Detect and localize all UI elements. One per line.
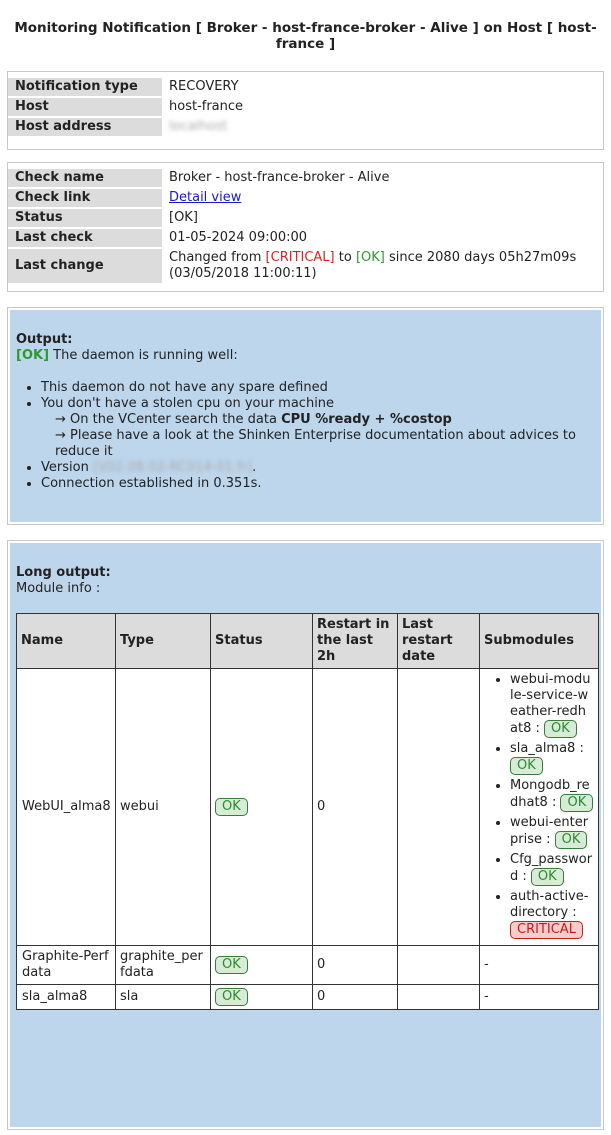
output-item-spare: • This daemon do not have any spare defined — [41, 380, 595, 396]
module-table — [16, 613, 599, 1010]
status-badge: CRITICAL — [510, 921, 583, 939]
host-address-label: Host address — [8, 118, 162, 136]
module-name: Graphite-Perfdata — [17, 946, 116, 985]
status-value: [OK] — [169, 210, 198, 225]
module-type: webui — [116, 669, 211, 946]
col-type-header: Type — [116, 614, 211, 669]
last-change-suffix: since 2080 days 05h27m09s (03/05/2018 11:00:11) — [169, 250, 577, 281]
status-badge: OK — [560, 794, 593, 812]
module-submodules-cell — [480, 669, 599, 946]
detail-view-link[interactable]: Detail view — [169, 190, 242, 205]
submodule-name: Cfg_password — [510, 852, 593, 884]
check-link-row — [8, 189, 603, 207]
submodule-separator: : — [518, 869, 531, 884]
output-version-prefix: Version — [41, 460, 93, 475]
submodule-list — [484, 672, 594, 939]
notification-type-row — [8, 78, 603, 96]
long-output-subheading: Module info : — [16, 581, 101, 596]
check-table — [8, 167, 603, 285]
check-name-label: Check name — [8, 169, 162, 187]
host-address-value — [162, 118, 603, 136]
last-change-row — [8, 249, 603, 283]
submodule-separator: : — [575, 741, 584, 756]
module-type: sla — [116, 985, 211, 1010]
module-submodules: - — [480, 946, 599, 985]
table-row — [17, 985, 599, 1010]
last-change-to-status: [OK] — [355, 250, 385, 265]
notification-type-value: RECOVERY — [169, 79, 239, 94]
output-advice-vcenter — [41, 412, 595, 428]
submodule-name: auth-active-directory — [510, 889, 589, 920]
submodule-separator: : — [541, 832, 555, 847]
output-heading: Output: — [16, 332, 73, 347]
list-item — [510, 815, 594, 849]
col-last-restart-header: Last restart date — [398, 614, 480, 669]
list-item — [510, 778, 594, 812]
page-title: Monitoring Notification [ Broker - host-france-broker - Alive ] on Host [ host-france ] — [14, 20, 597, 52]
output-message: The daemon is running well: — [49, 348, 238, 363]
check-info-box — [7, 162, 604, 292]
status-badge: OK — [544, 720, 577, 738]
check-name-row — [8, 169, 603, 187]
submodule-name: webui-enterprise — [510, 815, 589, 847]
last-change-to-word: to — [334, 250, 356, 265]
status-label: Status — [8, 209, 162, 227]
table-row — [17, 946, 599, 985]
col-submodules-header: Submodules — [480, 614, 599, 669]
host-label: Host — [8, 98, 162, 116]
last-check-label: Last check — [8, 229, 162, 247]
notification-table — [8, 76, 603, 138]
module-status-cell — [211, 946, 313, 985]
check-link-label: Check link — [8, 189, 162, 207]
output-panel — [10, 310, 601, 522]
list-item — [510, 889, 594, 939]
output-advice-vcenter-text: → On the VCenter search the data — [55, 412, 282, 427]
last-check-value: 01-05-2024 09:00:00 — [169, 230, 308, 245]
module-type: graphite_perfdata — [116, 946, 211, 985]
last-change-label: Last change — [8, 249, 162, 283]
output-advice-vcenter-metric: CPU %ready + %costop — [281, 412, 452, 427]
last-change-value — [162, 249, 603, 283]
check-link-cell — [162, 189, 603, 207]
status-badge: OK — [531, 868, 564, 886]
module-last-restart — [398, 946, 480, 985]
submodule-name: sla_alma8 — [510, 741, 576, 756]
status-row — [8, 209, 603, 227]
host-address-row — [8, 118, 603, 136]
module-last-restart — [398, 669, 480, 946]
status-badge: OK — [215, 798, 248, 816]
submodule-name: webui-module-service-weather-redhat8 — [510, 672, 591, 736]
col-name-header: Name — [17, 614, 116, 669]
output-item-stolen-cpu-text: You don't have a stolen cpu on your machine — [41, 396, 335, 411]
module-name: sla_alma8 — [17, 985, 116, 1010]
host-value: host-france — [169, 99, 244, 114]
status-badge: OK — [215, 956, 248, 974]
host-row — [8, 98, 603, 116]
col-status-header: Status — [211, 614, 313, 669]
col-restart-header: Restart in the last 2h — [313, 614, 398, 669]
module-restarts: 0 — [313, 985, 398, 1010]
output-status: [OK] — [16, 348, 50, 363]
long-output-box — [7, 540, 604, 1130]
module-restarts: 0 — [313, 669, 398, 946]
submodule-name: Mongodb_redhat8 — [510, 778, 590, 810]
status-badge: OK — [555, 831, 588, 849]
submodule-separator: : — [547, 795, 561, 810]
output-advice-doc: → Please have a look at the Shinken Enterprise documentation about advices to reduce it — [55, 428, 576, 459]
list-item — [510, 672, 594, 738]
module-name: WebUI_alma8 — [17, 669, 116, 946]
module-last-restart — [398, 985, 480, 1010]
host-address-redacted: localhost — [169, 119, 228, 134]
last-check-row — [8, 229, 603, 247]
output-version-suffix: . — [252, 460, 257, 475]
module-status-cell — [211, 669, 313, 946]
submodule-separator: : — [531, 721, 544, 736]
output-box — [7, 307, 604, 525]
output-version-redacted: [V02.08.02-RC014-01.fr] — [92, 460, 253, 475]
status-badge: OK — [215, 988, 248, 1006]
output-list — [16, 380, 595, 492]
module-submodules: - — [480, 985, 599, 1010]
module-status-cell — [211, 985, 313, 1010]
notification-info-box — [7, 71, 604, 150]
output-item-version — [41, 460, 595, 476]
long-output-heading: Long output: — [16, 565, 111, 580]
module-restarts: 0 — [313, 946, 398, 985]
output-item-connection: • Connection established in 0.351s. — [41, 476, 595, 492]
long-output-panel — [10, 543, 601, 1127]
module-table-header — [17, 614, 599, 669]
status-badge: OK — [510, 757, 543, 775]
output-status-line — [16, 348, 595, 364]
list-item — [510, 741, 594, 775]
submodule-separator: : — [568, 905, 577, 920]
check-name-value: Broker - host-france-broker - Alive — [169, 170, 390, 185]
last-change-from-status: [CRITICAL] — [265, 250, 335, 265]
table-row — [17, 669, 599, 946]
output-item-stolen-cpu — [41, 396, 595, 460]
notification-type-label: Notification type — [8, 78, 162, 96]
list-item — [510, 852, 594, 886]
last-change-prefix: Changed from — [169, 250, 266, 265]
